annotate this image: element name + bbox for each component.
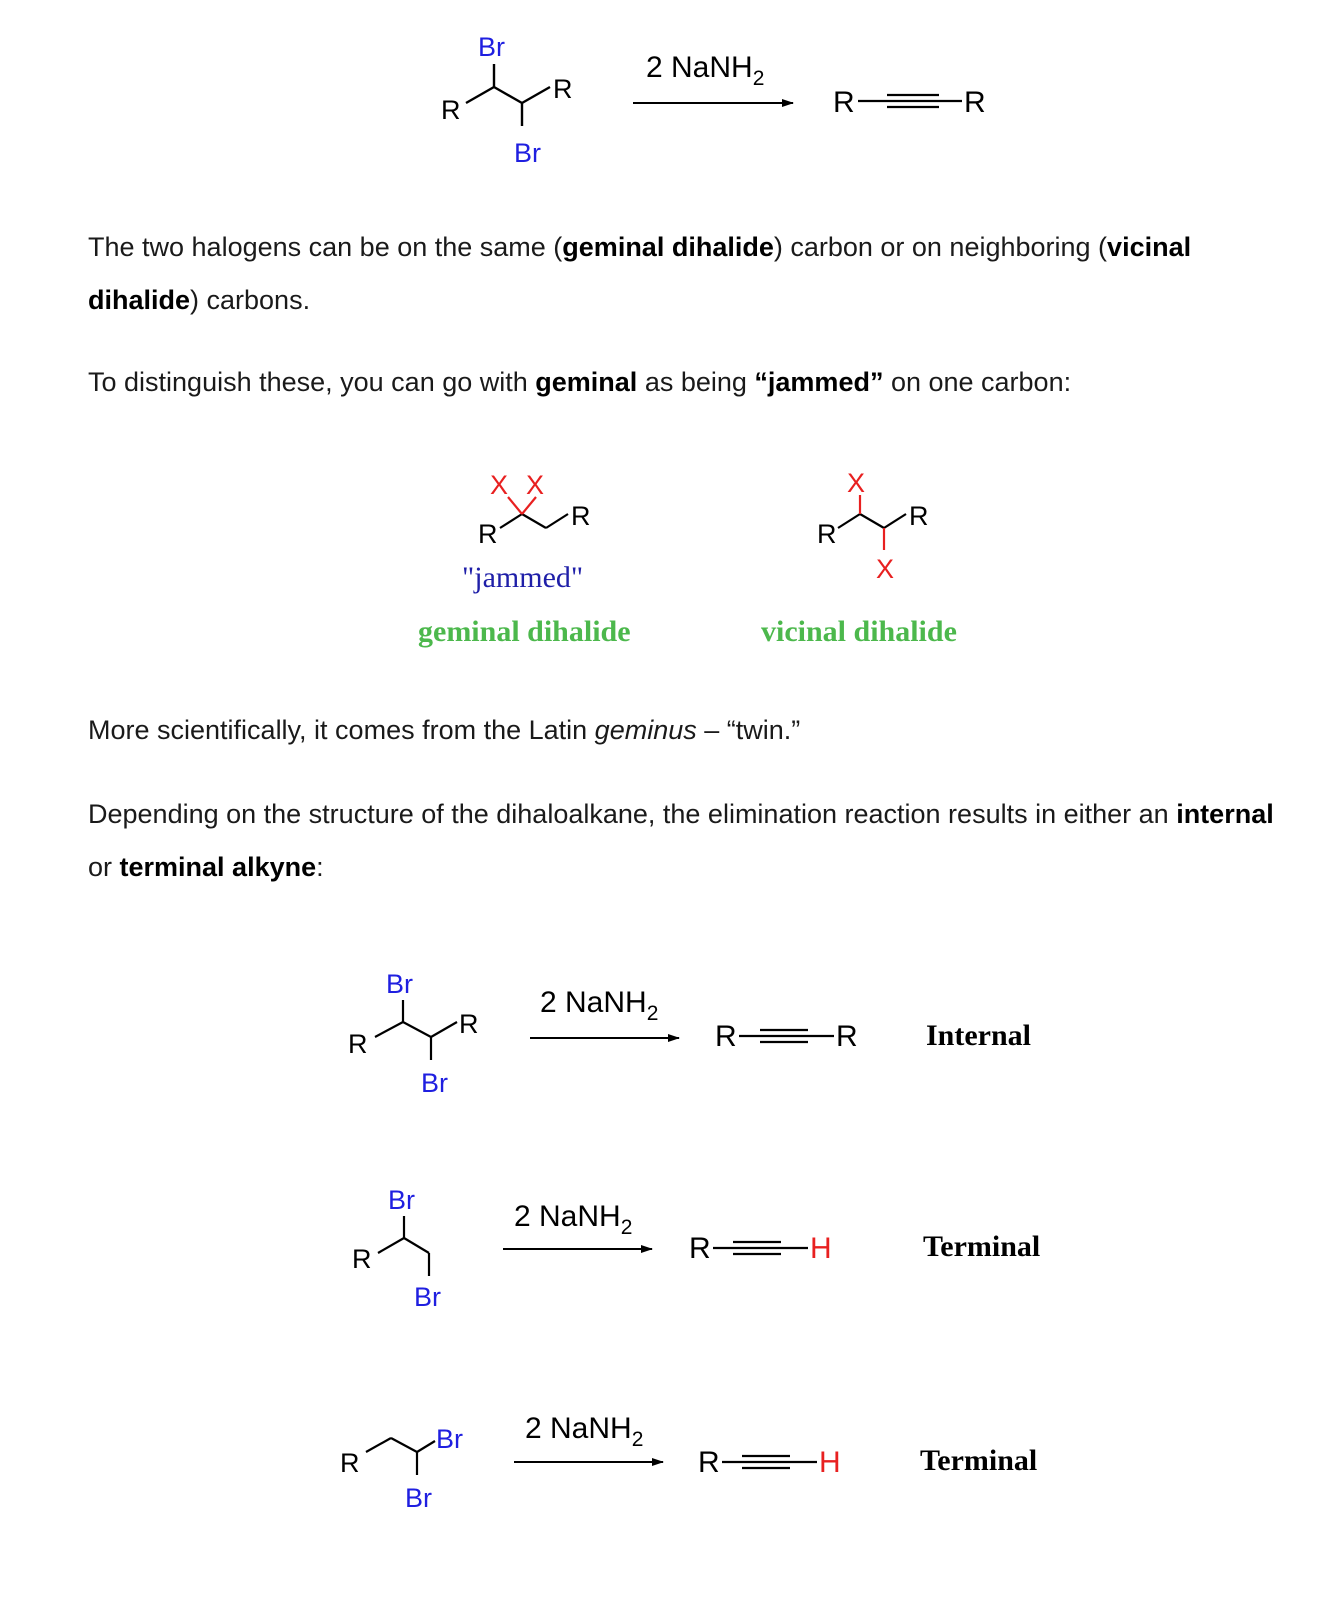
top-br-top: Br: [478, 32, 505, 62]
dihalide-diagram: [418, 468, 957, 648]
geminal-dihalide-label: geminal dihalide: [418, 615, 631, 648]
reaction-terminal-1: [352, 1185, 1040, 1312]
r1-alkyne-type: Internal: [926, 1019, 1031, 1052]
r3-reagent: 2 NaNH$_2$: [525, 1412, 644, 1451]
r3-geminal-dibromide: [366, 1438, 435, 1475]
term-geminus: geminus: [594, 715, 697, 745]
paragraph-jammed-mnemonic: To distinguish these, you can go with geminal as being “jammed” on one carbon:: [88, 367, 1072, 397]
top-product-r-left: R: [833, 86, 855, 119]
term-jammed: “jammed”: [754, 367, 884, 397]
top-r-left: R: [441, 95, 461, 125]
r1-r-right: R: [459, 1009, 479, 1039]
r1-product-r-left: R: [715, 1020, 737, 1053]
vicinal-x-bottom: X: [876, 554, 895, 584]
r1-vicinal-dibromide: [375, 1000, 457, 1060]
r1-product-r-right: R: [836, 1020, 858, 1053]
r2-r-left: R: [352, 1244, 372, 1274]
reaction-terminal-2: [340, 1412, 1037, 1513]
paragraph-latin-origin: More scientifically, it comes from the Latin geminus – “twin.”: [88, 715, 801, 745]
r3-r-left: R: [340, 1448, 360, 1478]
r3-product-r: R: [698, 1446, 720, 1479]
r2-triple-bond: [713, 1242, 808, 1254]
vicinal-dihalide-label: vicinal dihalide: [761, 615, 957, 648]
r2-alkyne-type: Terminal: [923, 1230, 1041, 1263]
vicinal-x-top: X: [847, 468, 866, 498]
r1-triple-bond: [739, 1030, 834, 1042]
r3-alkyne-type: Terminal: [920, 1444, 1038, 1477]
r1-br-top: Br: [386, 969, 413, 999]
r3-br-right: Br: [436, 1424, 463, 1454]
geminal-structure: [478, 470, 591, 549]
r1-r-left: R: [348, 1029, 368, 1059]
term-geminal-dihalide: geminal dihalide: [562, 232, 774, 262]
r3-br-bottom: Br: [405, 1483, 432, 1513]
r3-triple-bond: [722, 1456, 817, 1468]
paragraph-internal-terminal: Depending on the structure of the dihaloalkane, the elimination reaction results in either an internal or terminal alkyne:: [88, 799, 1274, 882]
top-product-alkyne: [833, 86, 986, 119]
r2-vicinal-dibromide: [378, 1216, 429, 1276]
geminal-r-left: R: [478, 519, 498, 549]
top-r-right: R: [553, 74, 573, 104]
term-terminal-alkyne: terminal alkyne: [119, 852, 317, 882]
geminal-r-right: R: [571, 501, 591, 531]
r2-product-h: H: [810, 1232, 832, 1265]
term-internal: internal: [1176, 799, 1274, 829]
r1-br-bottom: Br: [421, 1068, 448, 1098]
top-reagent: 2 NaNH$_2$: [646, 51, 765, 90]
top-product-r-right: R: [964, 86, 986, 119]
vicinal-structure: [817, 468, 929, 584]
vicinal-r-left: R: [817, 519, 837, 549]
term-geminal: geminal: [535, 367, 638, 397]
reaction-internal: [348, 969, 1031, 1098]
paragraph-halogen-positions: The two halogens can be on the same (geminal dihalide) carbon or on neighboring (vicinal dihalide) carbons.: [88, 232, 1192, 315]
top-triple-bond: [858, 95, 962, 107]
vicinal-r-right: R: [909, 501, 929, 531]
top-br-bottom: Br: [514, 138, 541, 168]
top-reaction: [441, 32, 986, 168]
geminal-x-right: X: [526, 470, 545, 500]
r2-br-top: Br: [388, 1185, 415, 1215]
geminal-x-left: X: [490, 470, 509, 500]
r2-reagent: 2 NaNH$_2$: [514, 1200, 633, 1239]
r3-product-h: H: [819, 1446, 841, 1479]
r1-reagent: 2 NaNH$_2$: [540, 986, 659, 1025]
top-vicinal-dibromide: [466, 64, 550, 126]
r2-br-bottom: Br: [414, 1282, 441, 1312]
jammed-label: "jammed": [462, 561, 584, 594]
r2-product-r: R: [689, 1232, 711, 1265]
term-vicinal-dihalide: vicinal dihalide: [88, 232, 1192, 315]
